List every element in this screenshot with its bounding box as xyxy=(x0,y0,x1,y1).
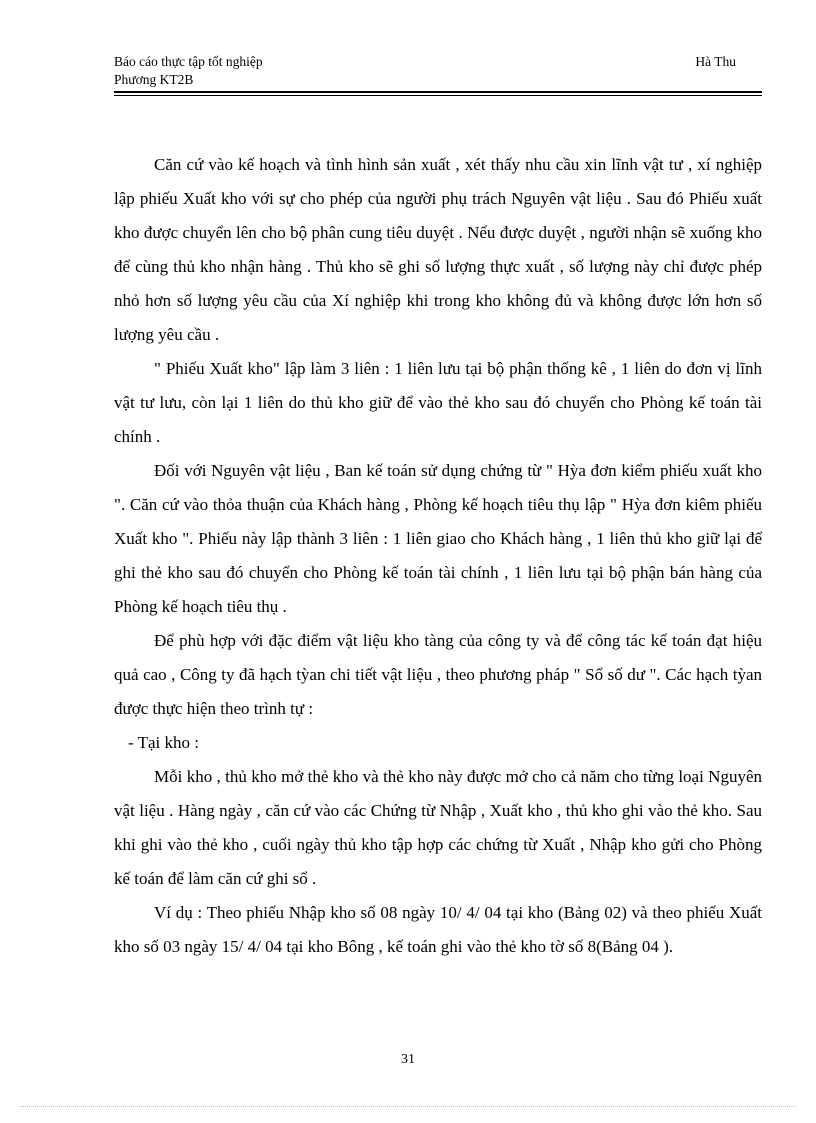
author-name: Hà Thu xyxy=(695,54,736,69)
page-header xyxy=(114,53,762,89)
paragraph: Căn cứ vào kế hoạch và tình hình sản xuất , xét thấy nhu cầu xin lĩnh vật tư , xí nghiệp lập phiếu Xuất kho với sự cho phép của người phụ trách Nguyên vật liệu . Sau đó Phiếu xuất kho được chuyển lên cho bộ phân cung tiêu duyệt . Nếu được duyệt , người nhận sẽ xuống kho để cùng thủ kho nhận hàng . Thủ kho sẽ ghi số lượng thực xuất , số lượng này chỉ được phép nhỏ hơn số lượng yêu cầu của Xí nghiệp khi trong kho không đủ và không được lớn hơn số lượng yêu cầu . xyxy=(114,155,762,344)
paragraph: Đối với Nguyên vật liệu , Ban kế toán sử dụng chứng từ " Hỳa đơn kiểm phiếu xuất kho ". Căn cứ vào thỏa thuận của Khách hàng , Phòng kế hoạch tiêu thụ lập " Hỳa đơn kiêm phiếu Xuất kho ". Phiếu này lập thành 3 liên : 1 liên giao cho Khách hàng , 1 liên thủ kho giữ lại để ghi thẻ kho sau đó chuyển cho Phòng kế toán tài chính , 1 liên lưu tại bộ phận bán hàng của Phòng kế hoạch tiêu thụ . xyxy=(114,461,762,616)
author-class: Phương KT2B xyxy=(114,72,194,87)
header-rule-thick xyxy=(114,91,762,93)
report-title: Báo cáo thực tập tốt nghiệp xyxy=(114,54,263,69)
paragraph: Mỗi kho , thủ kho mở thẻ kho và thẻ kho này được mở cho cả năm cho từng loại Nguyên vật liệu . Hàng ngày , căn cứ vào các Chứng từ Nhập , Xuất kho , thủ kho ghi vào thẻ kho. Sau khi ghi vào thẻ kho , cuối ngày thủ kho tập hợp các chứng từ Xuất , Nhập kho gửi cho Phòng kế toán để làm căn cứ ghi sổ . xyxy=(114,767,762,888)
paragraph: Ví dụ : Theo phiếu Nhập kho số 08 ngày 10/ 4/ 04 tại kho (Bảng 02) và theo phiếu Xuất kho số 03 ngày 15/ 4/ 04 tại kho Bông , kế toán ghi vào thẻ kho tờ số 8(Bảng 04 ). xyxy=(114,903,762,956)
page-number: 31 xyxy=(401,1052,415,1067)
header-rule-thin xyxy=(114,95,762,96)
page-bottom-dotted-line xyxy=(20,1106,796,1107)
list-item: - Tại kho : xyxy=(128,733,199,752)
paragraph: " Phiếu Xuất kho" lập làm 3 liên : 1 liên lưu tại bộ phận thống kê , 1 liên do đơn vị lĩnh vật tư lưu, còn lại 1 liên do thủ kho giữ để vào thẻ kho sau đó chuyển cho Phòng kế toán tài chính . xyxy=(114,359,762,446)
paragraph: Để phù hợp với đặc điểm vật liệu kho tàng của công ty và để công tác kế toán đạt hiệu quả cao , Công ty đã hạch tỳan chi tiết vật liệu , theo phương pháp " Sổ số dư ". Các hạch tỳan được thực hiện theo trình tự : xyxy=(114,631,762,718)
document-body xyxy=(114,148,762,964)
